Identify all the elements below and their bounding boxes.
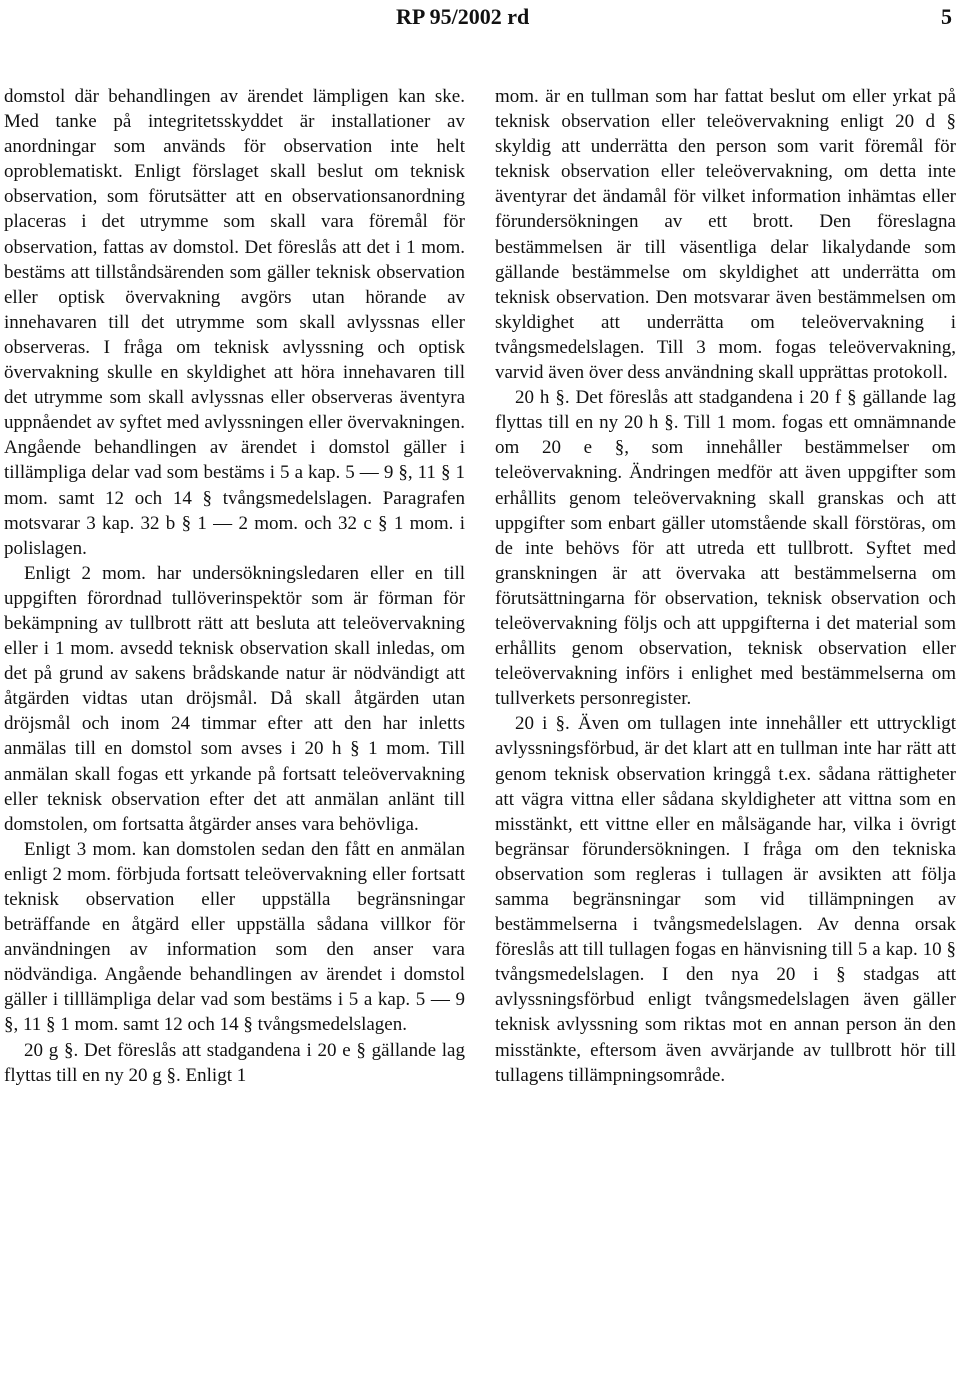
paragraph: Enligt 2 mom. har undersökningsledaren eller en till uppgiften förordnad tullöverinspektör som är förman för bekämpning av tullbrott rätt att besluta att teleövervakning eller i 1 mom. avsedd teknisk observation skall inledas, om det på grund av sakens brådskande natur är nödvändigt att åtgärden vidtas utan dröjsmål. Då skall åtgärden utan dröjsmål och inom 24 timmar efter att den har inletts anmälas till en domstol som avses i 20 h § 1 mom. Till anmälan skall fogas ett yrkande på fortsatt teleövervakning eller teknisk observation efter det att anmälan anlänt till domstolen, om fortsatta åtgärder anses vara behövliga. xyxy=(4,562,465,835)
paragraph: mom. är en tullman som har fattat beslut om eller yrkat på teknisk observation eller teleövervakning enligt 20 d § skyldig att underrätta den person som varit föremål för teknisk observation eller teleövervakning, om detta inte äventyrar det ändamål för vilket information inhämtas eller förundersökningen av ett brott. Den föreslagna bestämmelsen är till väsentliga delar likalydande som gällande bestämmelse om skyldighet att underrätta om teknisk observation. Den motsvarar även bestämmelsen om skyldighet att underrätta om teleövervakning i tvångsmedelslagen. Till 3 mom. fogas teleövervakning, varvid även över dess användning skall upprättas protokoll. xyxy=(495,86,956,384)
page-number: 5 xyxy=(941,4,952,29)
paragraph: 20 h §. Det föreslås att stadgandena i 20 f § gällande lag flyttas till en ny 20 h §. Till 1 mom. fogas ett omnämnande om 20 e §, som innehåller bestämmelser om teleövervakning. Ändringen medför att även uppgifter som erhållits genom teleövervakning skall granskas och att uppgifter som enbart gäller utomstående skall förstöras, om de inte behövs för att utreda ett tullbrott. Syftet med granskningen är att övervaka att bestämmelserna om förutsättningarna för observation, teknisk observation och teleövervakning följs och att uppgifterna i det material som erhållits genom observation, teknisk observation eller teleövervakning införs i enlighet med bestämmelserna om tullverkets personregister. xyxy=(495,387,956,710)
left-column xyxy=(4,84,465,1088)
paragraph: 20 g §. Det föreslås att stadgandena i 20 e § gällande lag flyttas till en ny 20 g §. Enligt 1 xyxy=(4,1039,465,1086)
paragraph: 20 i §. Även om tullagen inte innehåller ett uttryckligt avlyssningsförbud, är det klart att en tullman inte har rätt att genom teknisk observation kringgå t.ex. sådana rättigheter att vägra vittna eller sådana skyldigheter att vittna som en misstänkt, ett vittne eller en målsägande har, vilka i övrigt begränsar förundersökningen. I fråga om den tekniska observation som regleras i tullagen är avsikten att följa samma begränsningar som vid tillämpningen av bestämmelserna i tvångsmedelslagen. Av denna orsak föreslås att till tullagen fogas en hänvisning till 5 a kap. 10 § tvångsmedelslagen. I den nya 20 i § stadgas att avlyssningsförbud enligt tvångsmedelslagen även gäller teknisk avlyssning som riktas mot en annan person än den misstänkte, eftersom även avvärjande av tullbrott hör till tullagens tillämpningsområde. xyxy=(495,713,956,1086)
paragraph: Enligt 3 mom. kan domstolen sedan den fått en anmälan enligt 2 mom. förbjuda fortsatt teleövervakning eller fortsatt teknisk observation eller uppställa begränsningar beträffande en åtgärd eller uppställa sådana villkor för användningen av information som den anser vara nödvändiga. Angående behandlingen av ärendet i domstol gäller i tilllämpliga delar vad som bestäms i 5 a kap. 5 — 9 §, 11 § 1 mom. samt 12 och 14 § tvångsmedelslagen. xyxy=(4,838,465,1036)
page-header xyxy=(0,4,960,30)
right-column xyxy=(495,84,956,1088)
document-title: RP 95/2002 rd xyxy=(396,4,530,29)
paragraph: domstol där behandlingen av ärendet lämpligen kan ske. Med tanke på integritetsskyddet är installationer av anordningar som används för observation inte helt oproblematiskt. Enligt förslaget skall beslut om teknisk observation, som förutsätter att en observationsanordning placeras i det utrymme som skall vara föremål för observation, fattas av domstol. Det föreslås att det i 1 mom. bestäms att tillståndsärenden som gäller teknisk observation eller optisk övervakning avgörs utan hörande av innehavaren till det utrymme som skall avlyssnas eller observeras. I fråga om teknisk avlyssning och optisk övervakning skulle en skyldighet att höra innehavaren till det utrymme som skall avlyssnas eller observeras äventyra uppnåendet av syftet med avlyssningen eller övervakningen. Angående behandlingen av ärendet i domstol gäller i tillämpliga delar vad som bestäms i 5 a kap. 5 — 9 §, 11 § 1 mom. samt 12 och 14 § tvångsmedelslagen. Paragrafen motsvarar 3 kap. 32 b § 1 — 2 mom. och 32 c § 1 mom. i polislagen. xyxy=(4,86,465,559)
